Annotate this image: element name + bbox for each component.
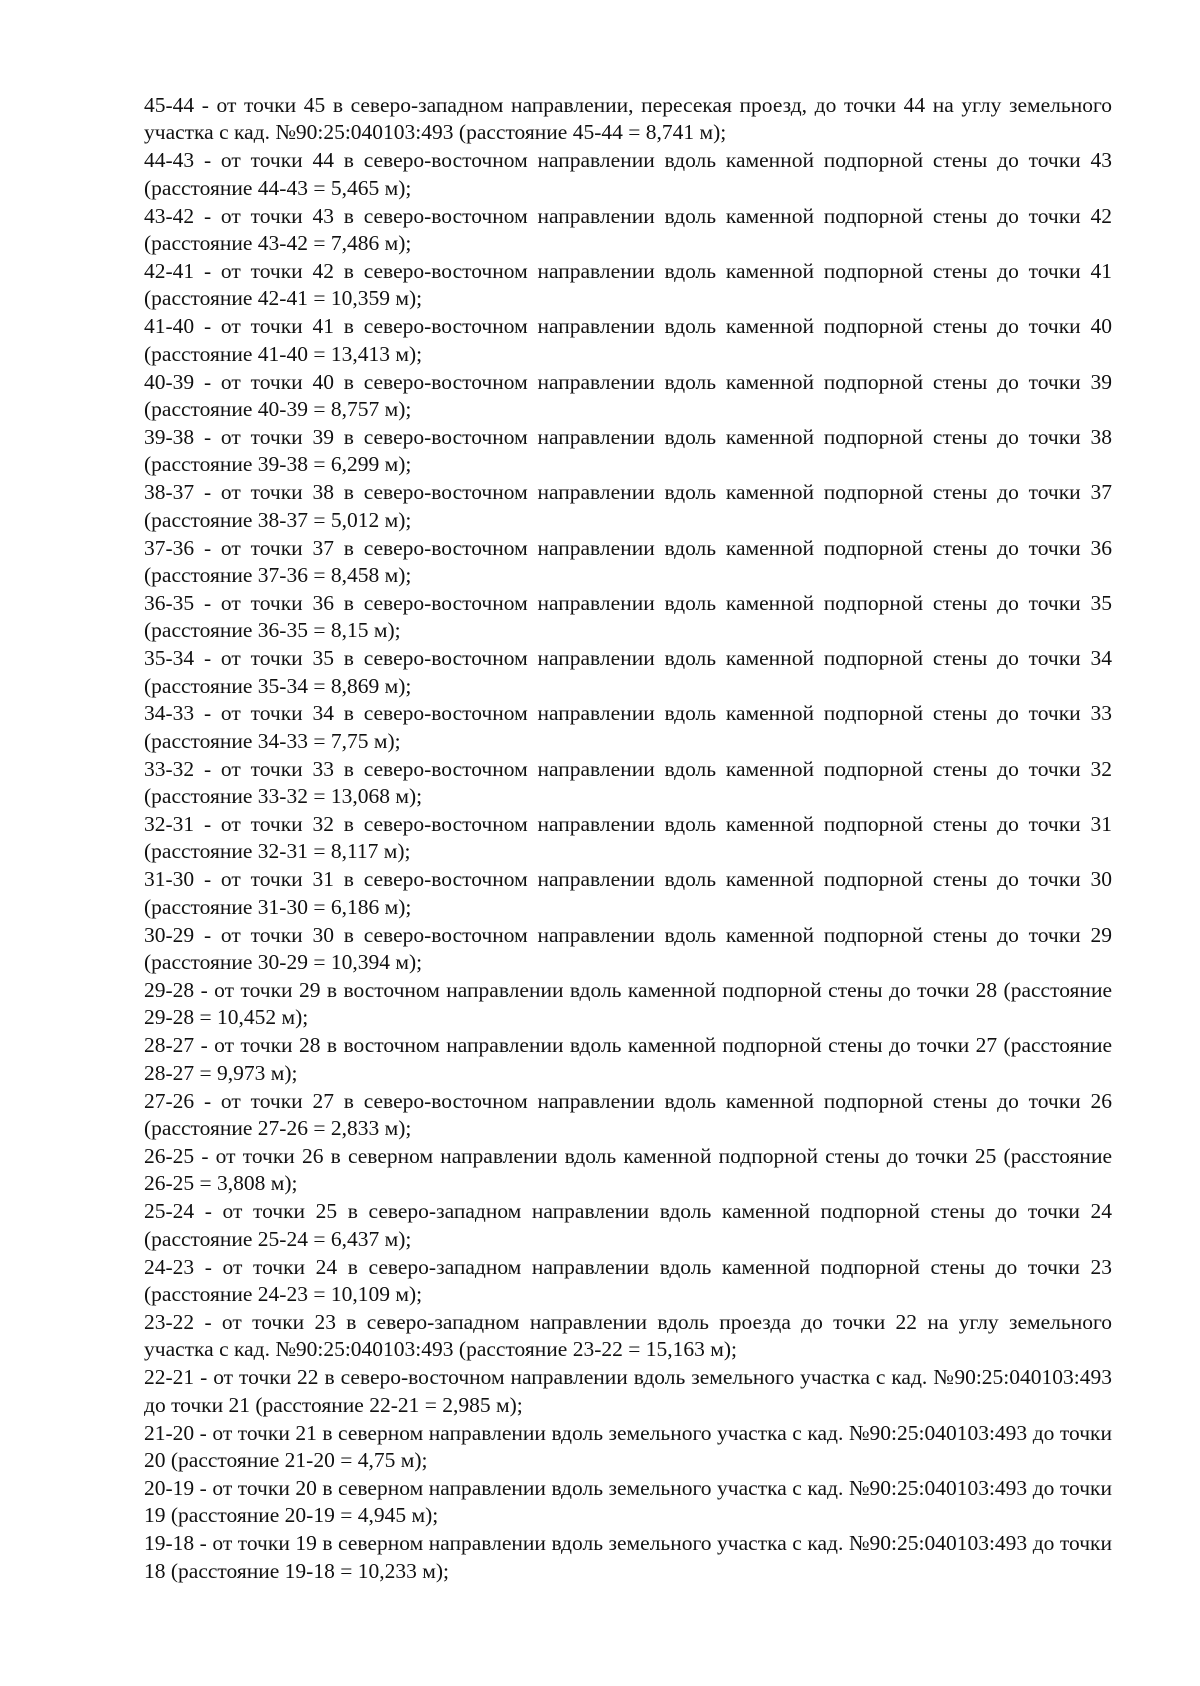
boundary-segment-43-42: 43-42 - от точки 43 в северо-восточном направлении вдоль каменной подпорной стены до точки 42 (расстояние 43-42 = 7,486 м); (144, 203, 1112, 256)
boundary-segment-25-24: 25-24 - от точки 25 в северо-западном направлении вдоль каменной подпорной стены до точки 24 (расстояние 25-24 = 6,437 м); (144, 1199, 1112, 1251)
boundary-segment-40-39: 40-39 - от точки 40 в северо-восточном направлении вдоль каменной подпорной стены до точки 39 (расстояние 40-39 = 8,757 м); (144, 369, 1112, 421)
boundary-segment-33-32: 33-32 - от точки 33 в северо-восточном направлении вдоль каменной подпорной стены до точки 32 (расстояние 33-32 = 13,068 м); (144, 756, 1112, 809)
boundary-segment-21-20: 21-20 - от точки 21 в северном направлении вдоль земельного участка с кад. №90:25:040103:493 до точки 20 (расстояние 21-20 = 4,75 м); (144, 1420, 1112, 1472)
boundary-segment-31-30: 31-30 - от точки 31 в северо-восточном направлении вдоль каменной подпорной стены до точки 30 (расстояние 31-30 = 6,186 м); (144, 867, 1112, 919)
boundary-segment-34-33: 34-33 - от точки 34 в северо-восточном направлении вдоль каменной подпорной стены до точки 33 (расстояние 34-33 = 7,75 м); (144, 701, 1112, 753)
boundary-segment-28-27: 28-27 - от точки 28 в восточном направлении вдоль каменной подпорной стены до точки 27 (расстояние 28-27 = 9,973 м); (144, 1033, 1112, 1085)
boundary-segment-37-36: 37-36 - от точки 37 в северо-восточном направлении вдоль каменной подпорной стены до точки 36 (расстояние 37-36 = 8,458 м); (144, 535, 1112, 587)
boundary-segment-45-44: 45-44 - от точки 45 в северо-западном направлении, пересекая проезд, до точки 44 на углу земельного участка с кад. №90:25:040103:493 (расстояние 45-44 = 8,741 м); (144, 93, 1112, 145)
boundary-segment-30-29: 30-29 - от точки 30 в северо-восточном направлении вдоль каменной подпорной стены до точки 29 (расстояние 30-29 = 10,394 м); (144, 922, 1112, 975)
boundary-segment-29-28: 29-28 - от точки 29 в восточном направлении вдоль каменной подпорной стены до точки 28 (расстояние 29-28 = 10,452 м); (144, 978, 1112, 1030)
boundary-segment-38-37: 38-37 - от точки 38 в северо-восточном направлении вдоль каменной подпорной стены до точки 37 (расстояние 38-37 = 5,012 м); (144, 480, 1112, 532)
boundary-segment-19-18: 19-18 - от точки 19 в северном направлении вдоль земельного участка с кад. №90:25:040103:493 до точки 18 (расстояние 19-18 = 10,233 м); (144, 1531, 1112, 1583)
boundary-segment-27-26: 27-26 - от точки 27 в северо-восточном направлении вдоль каменной подпорной стены до точки 26 (расстояние 27-26 = 2,833 м); (144, 1088, 1112, 1141)
boundary-segment-24-23: 24-23 - от точки 24 в северо-западном направлении вдоль каменной подпорной стены до точки 23 (расстояние 24-23 = 10,109 м); (144, 1254, 1112, 1306)
boundary-segment-36-35: 36-35 - от точки 36 в северо-восточном направлении вдоль каменной подпорной стены до точки 35 (расстояние 36-35 = 8,15 м); (144, 590, 1112, 643)
boundary-segment-39-38: 39-38 - от точки 39 в северо-восточном направлении вдоль каменной подпорной стены до точки 38 (расстояние 39-38 = 6,299 м); (144, 424, 1112, 477)
boundary-segment-23-22: 23-22 - от точки 23 в северо-западном направлении вдоль проезда до точки 22 на углу земельного участка с кад. №90:25:040103:493 (расстояние 23-22 = 15,163 м); (144, 1309, 1112, 1362)
boundary-segment-35-34: 35-34 - от точки 35 в северо-восточном направлении вдоль каменной подпорной стены до точки 34 (расстояние 35-34 = 8,869 м); (144, 646, 1112, 698)
boundary-segment-42-41: 42-41 - от точки 42 в северо-восточном направлении вдоль каменной подпорной стены до точки 41 (расстояние 42-41 = 10,359 м); (144, 258, 1112, 311)
boundary-segment-41-40: 41-40 - от точки 41 в северо-восточном направлении вдоль каменной подпорной стены до точки 40 (расстояние 41-40 = 13,413 м); (144, 314, 1112, 366)
boundary-segment-32-31: 32-31 - от точки 32 в северо-восточном направлении вдоль каменной подпорной стены до точки 31 (расстояние 32-31 = 8,117 м); (144, 812, 1112, 864)
boundary-segment-22-21: 22-21 - от точки 22 в северо-восточном направлении вдоль земельного участка с кад. №90:25:040103:493 до точки 21 (расстояние 22-21 = 2,985 м); (144, 1365, 1112, 1417)
document-body (144, 92, 1112, 1585)
boundary-segment-44-43: 44-43 - от точки 44 в северо-восточном направлении вдоль каменной подпорной стены до точки 43 (расстояние 44-43 = 5,465 м); (144, 148, 1112, 200)
boundary-segment-20-19: 20-19 - от точки 20 в северном направлении вдоль земельного участка с кад. №90:25:040103:493 до точки 19 (расстояние 20-19 = 4,945 м); (144, 1475, 1112, 1528)
boundary-segment-26-25: 26-25 - от точки 26 в северном направлении вдоль каменной подпорной стены до точки 25 (расстояние 26-25 = 3,808 м); (144, 1143, 1112, 1196)
